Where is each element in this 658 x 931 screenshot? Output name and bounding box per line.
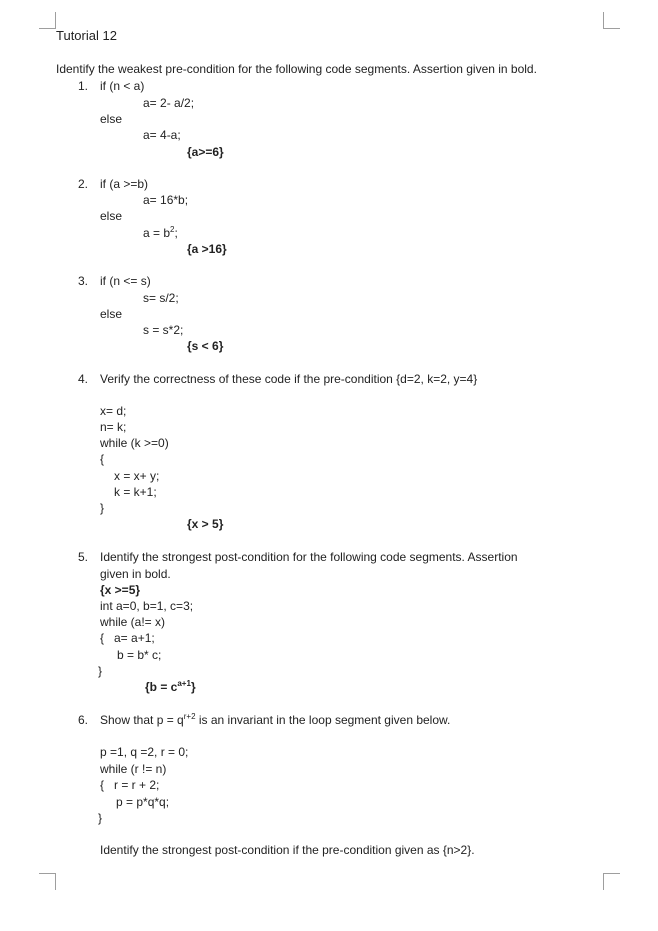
question-text: Verify the correctness of these code if the pre-condition {d=2, k=2, y=4} <box>100 372 478 386</box>
code-line: else <box>100 209 123 223</box>
code-line: x = x+ y; <box>114 469 160 483</box>
question-number: 2. <box>78 177 89 191</box>
question-text: Identify the strongest post-condition for the following code segments. Assertion <box>100 550 518 564</box>
code-line: a= 2- a/2; <box>143 96 195 110</box>
question-number: 3. <box>78 274 89 288</box>
page-corner-mark <box>603 12 620 29</box>
assertion: {a>=6} <box>187 145 224 159</box>
code-line: s= s/2; <box>143 291 179 305</box>
code-line: r = r + 2; <box>114 778 160 792</box>
code-line: p =1, q =2, r = 0; <box>100 745 189 759</box>
code-line: b = b* c; <box>117 648 162 662</box>
code-line: while (a!= x) <box>100 615 166 629</box>
question-number: 1. <box>78 79 89 93</box>
instructions: Identify the weakest pre-condition for the following code segments. Assertion given in bold. <box>56 62 537 76</box>
code-line: } <box>100 501 105 515</box>
question-text: Show that $p = q^{r+2}$ is an invariant in the loop segment given below. <box>100 712 451 727</box>
page-title: Tutorial 12 <box>56 28 117 43</box>
assertion: {x > 5} <box>187 517 224 531</box>
page-corner-mark <box>39 873 56 890</box>
question-text: given in bold. <box>100 567 171 581</box>
code-line: a= a+1; <box>114 631 155 645</box>
code-line: a= 16*b; <box>143 193 189 207</box>
code-line: else <box>100 307 123 321</box>
code-line: if (n <= s) <box>100 274 151 288</box>
question-text: Identify the strongest post-condition if the pre-condition given as {n>2}. <box>100 843 475 857</box>
code-line: int a=0, b=1, c=3; <box>100 599 194 613</box>
code-line: x= d; <box>100 404 127 418</box>
code-line: p = p*q*q; <box>116 795 170 809</box>
code-line: } <box>98 664 103 678</box>
assertion: {x >=5} <box>100 583 141 597</box>
code-line: k = k+1; <box>114 485 157 499</box>
code-line: { <box>100 452 105 466</box>
assertion: $\{b = c^{a+1}\}$ <box>145 679 196 694</box>
code-line: a= 4-a; <box>143 128 181 142</box>
question-number: 4. <box>78 372 89 386</box>
code-line: } <box>98 811 103 825</box>
code-line: n= k; <box>100 420 127 434</box>
code-line: if (a >=b) <box>100 177 149 191</box>
page-corner-mark <box>603 873 620 890</box>
assertion: {s < 6} <box>187 339 224 353</box>
question-number: 6. <box>78 713 89 727</box>
code-line: if (n < a) <box>100 79 145 93</box>
page-corner-mark <box>39 12 56 29</box>
code-line: { <box>100 631 105 645</box>
assertion: {a >16} <box>187 242 227 256</box>
code-line: while (r != n) <box>100 762 167 776</box>
code-line: else <box>100 112 123 126</box>
code-line: s = s*2; <box>143 323 184 337</box>
code-line: while (k >=0) <box>100 436 169 450</box>
code-line: $a = b^2$; <box>143 225 178 240</box>
code-line: { <box>100 778 105 792</box>
question-number: 5. <box>78 550 89 564</box>
